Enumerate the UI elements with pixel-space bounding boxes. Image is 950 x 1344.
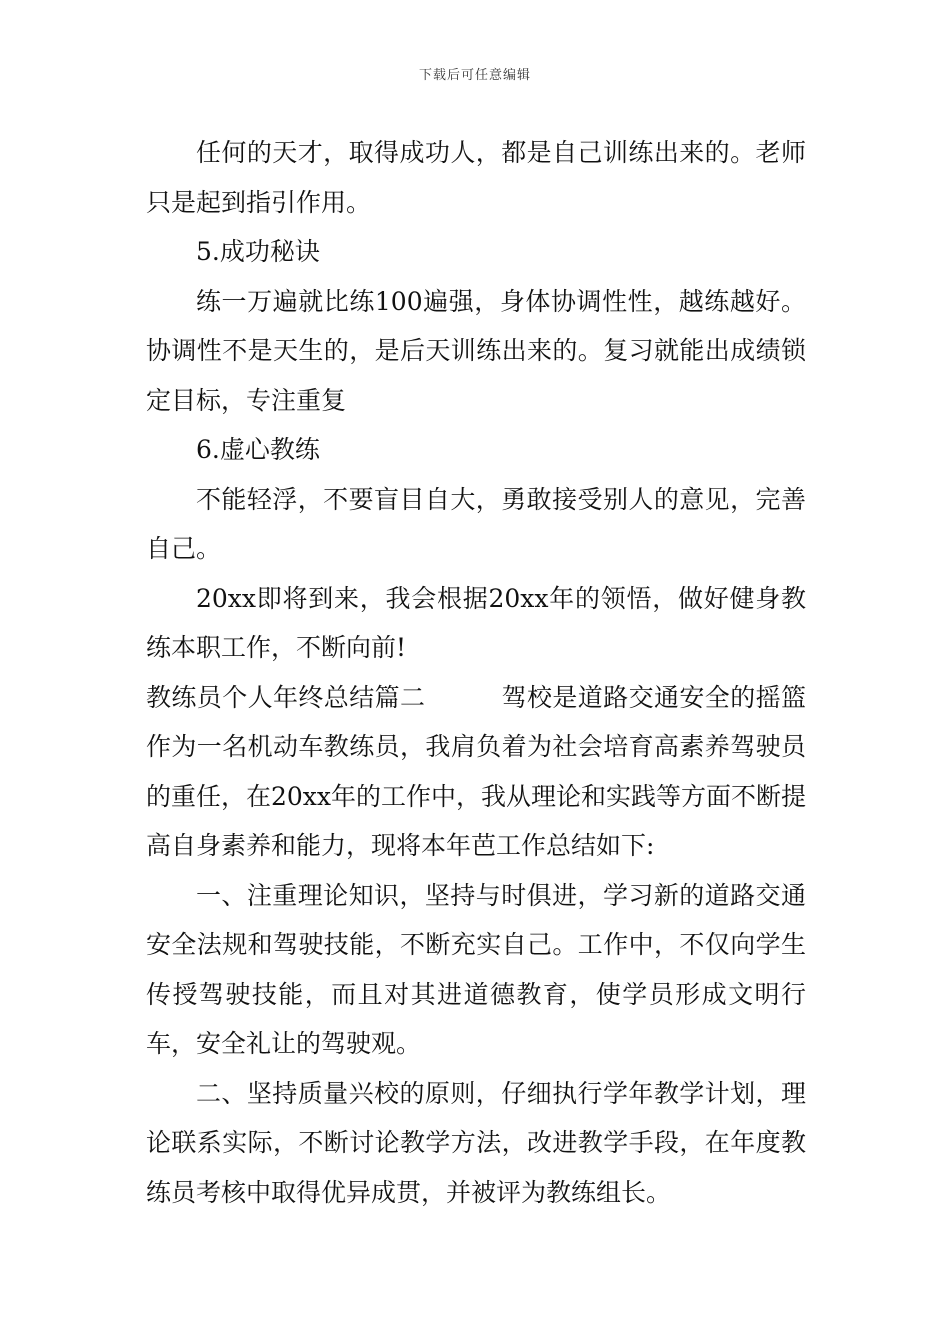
paragraph-part-two-intro: 教练员个人年终总结篇二 驾校是道路交通安全的摇篮作为一名机动车教练员，我肩负着为社会培育高素养驾驶员的重任，在20xx年的工作中，我从理论和实践等方面不断提高自身素养和能力，现将本年芭工作总结如下: <box>146 682 807 860</box>
section-heading-humble-coach: 6.虚心教练 <box>196 435 320 464</box>
paragraph-theory-knowledge: 一、注重理论知识，坚持与时俱进，学习新的道路交通安全法规和驾驶技能，不断充实自己。工作中，不仅向学生传授驾驶技能，而且对其进道德教育，使学员形成文明行车，安全礼让的驾驶观。 <box>146 880 806 1058</box>
paragraph-new-year: 20xx即将到来，我会根据20xx年的领悟，做好健身教练本职工作，不断向前! <box>146 583 806 662</box>
document-body <box>146 128 806 1217</box>
page-header: 下载后可任意编辑 <box>418 68 531 83</box>
paragraph-talent: 任何的天才，取得成功人，都是自己训练出来的。老师只是起到指引作用。 <box>146 138 806 217</box>
section-heading-success-secret: 5.成功秘诀 <box>196 237 320 266</box>
paragraph-humility: 不能轻浮，不要盲目自大，勇敢接受别人的意见，完善自己。 <box>146 484 806 563</box>
paragraph-quality-principle: 二、坚持质量兴校的原则，仔细执行学年教学计划，理论联系实际，不断讨论教学方法，改进教学手段，在年度教练员考核中取得优异成贯，并被评为教练组长。 <box>146 1078 806 1207</box>
paragraph-practice: 练一万遍就比练100遍强，身体协调性性，越练越好。协调性不是天生的，是后天训练出来的。复习就能出成绩锁定目标，专注重复 <box>146 286 806 415</box>
